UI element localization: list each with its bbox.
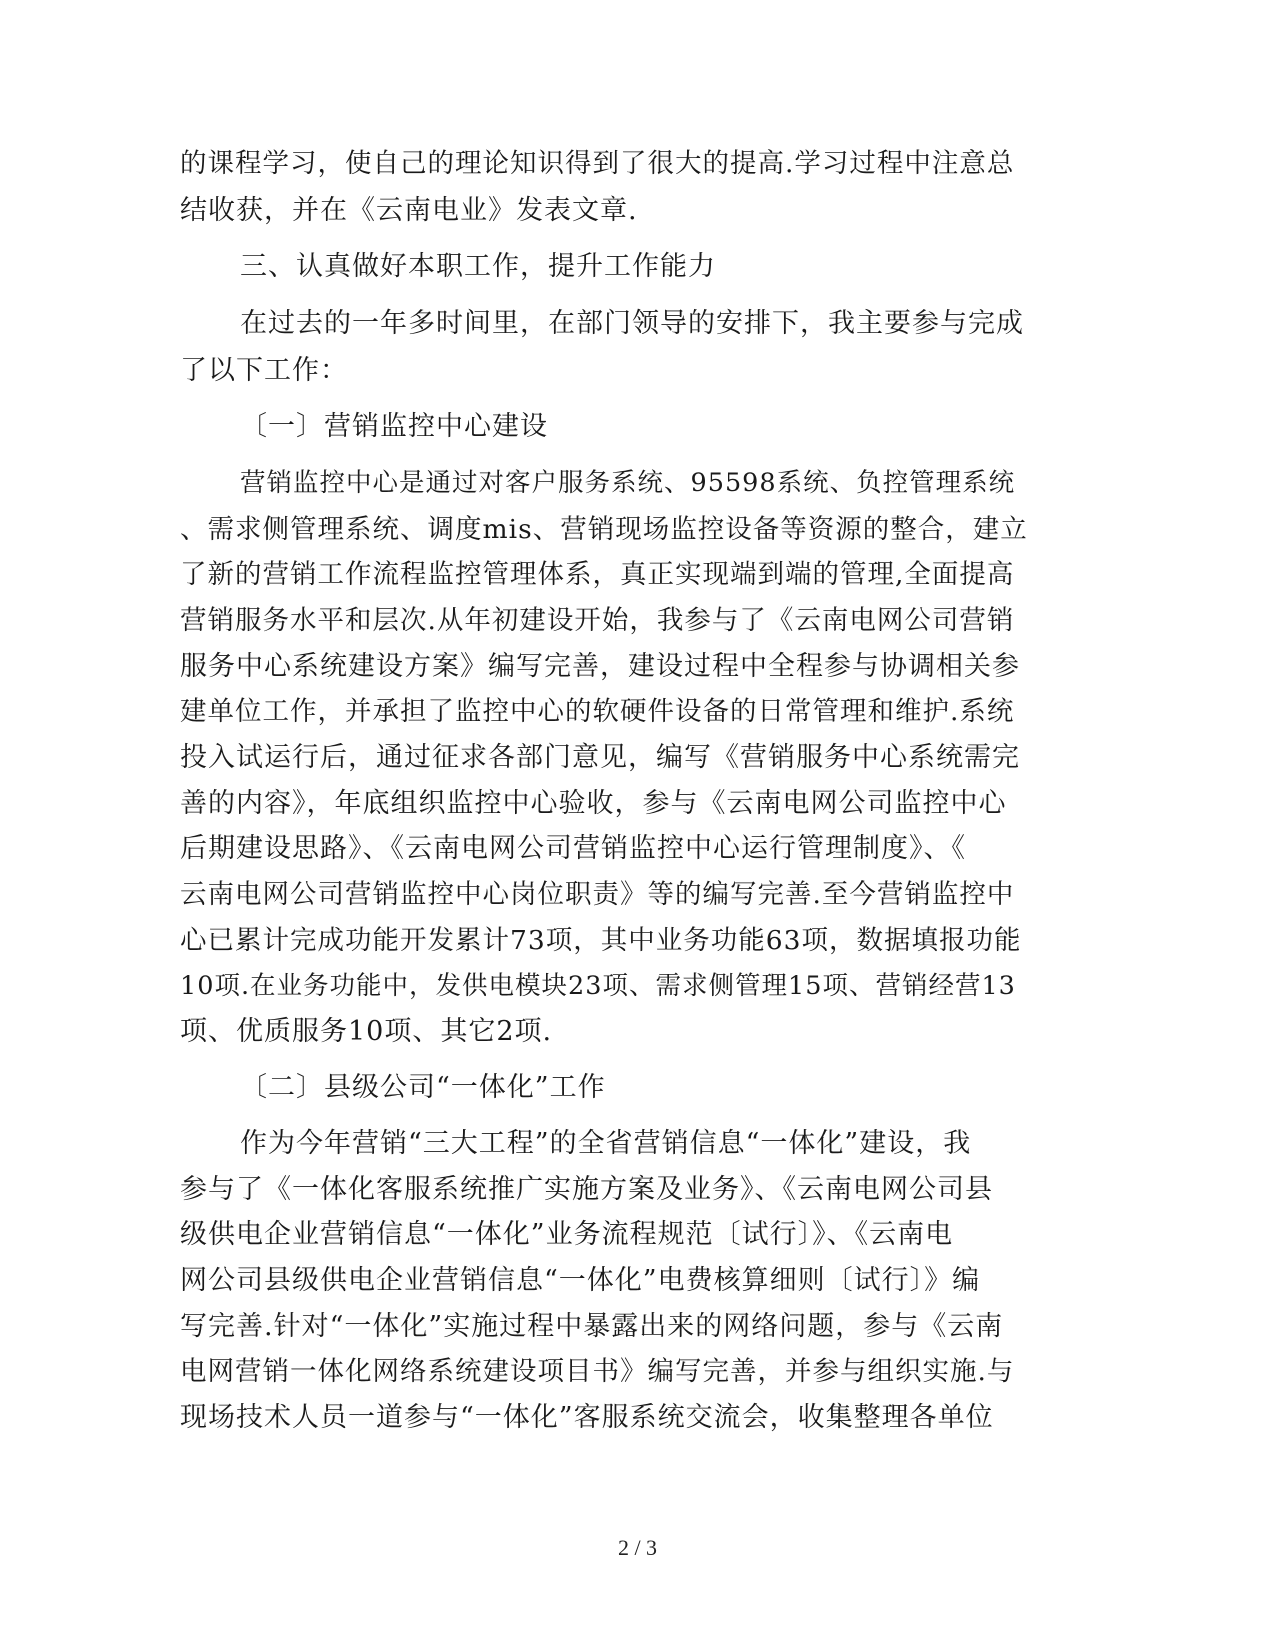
text-line: 服务中心系统建设方案》编写完善，建设过程中全程参与协调相关参 — [180, 651, 1020, 682]
page-number: 2 / 3 — [617, 1535, 658, 1560]
text-line: 、需求侧管理系统、调度mis、营销现场监控设备等资源的整合，建立 — [180, 514, 1028, 545]
text-line: 的课程学习，使自己的理论知识得到了很大的提高.学习过程中注意总 — [180, 148, 1015, 179]
text-line: 善的内容》，年底组织监控中心验收，参与《云南电网公司监控中心 — [180, 788, 1007, 819]
text-line: 结收获，并在《云南电业》发表文章. — [180, 195, 638, 226]
subsection-heading: 〔二〕县级公司“一体化”工作 — [240, 1072, 606, 1103]
text-line: 营销服务水平和层次.从年初建设开始，我参与了《云南电网公司营销 — [180, 605, 1015, 636]
text-line: 建单位工作，并承担了监控中心的软硬件设备的日常管理和维护.系统 — [180, 696, 1015, 727]
text-line: 参与了《一体化客服系统推广实施方案及业务》、《云南电网公司县 — [180, 1174, 993, 1205]
text-line: 后期建设思路》、《云南电网公司营销监控中心运行管理制度》、《 — [180, 833, 966, 864]
text-line: 了以下工作： — [180, 355, 348, 386]
text-line: 现场技术人员一道参与“一体化”客服系统交流会，收集整理各单位 — [180, 1402, 994, 1433]
text-line: 网公司县级供电企业营销信息“一体化”电费核算细则〔试行〕》编 — [180, 1265, 981, 1296]
text-line: 在过去的一年多时间里，在部门领导的安排下，我主要参与完成 — [240, 308, 1024, 339]
text-line: 作为今年营销“三大工程”的全省营销信息“一体化”建设，我 — [240, 1128, 972, 1159]
text-line: 10项.在业务功能中，发供电模块23项、需求侧管理15项、营销经营13 — [180, 971, 1016, 1001]
text-line: 项、优质服务10项、其它2项. — [180, 1016, 553, 1047]
text-line: 心已累计完成功能开发累计73项，其中业务功能63项，数据填报功能 — [180, 925, 1022, 956]
text-line: 云南电网公司营销监控中心岗位职责》等的编写完善.至今营销监控中 — [180, 879, 1015, 910]
text-line: 营销监控中心是通过对客户服务系统、95598系统、负控管理系统 — [240, 468, 1016, 498]
text-line: 电网营销一体化网络系统建设项目书》编写完善，并参与组织实施.与 — [180, 1356, 1015, 1387]
text-line: 投入试运行后，通过征求各部门意见，编写《营销服务中心系统需完 — [180, 742, 1020, 773]
section-heading: 三、认真做好本职工作，提升工作能力 — [240, 251, 716, 282]
text-line: 级供电企业营销信息“一体化”业务流程规范〔试行〕》、《云南电 — [180, 1219, 954, 1250]
subsection-heading: 〔一〕营销监控中心建设 — [240, 411, 548, 442]
text-line: 写完善.针对“一体化”实施过程中暴露出来的网络问题，参与《云南 — [180, 1311, 1004, 1342]
text-line: 了新的营销工作流程监控管理体系，真正实现端到端的管理,全面提高 — [180, 559, 1015, 590]
